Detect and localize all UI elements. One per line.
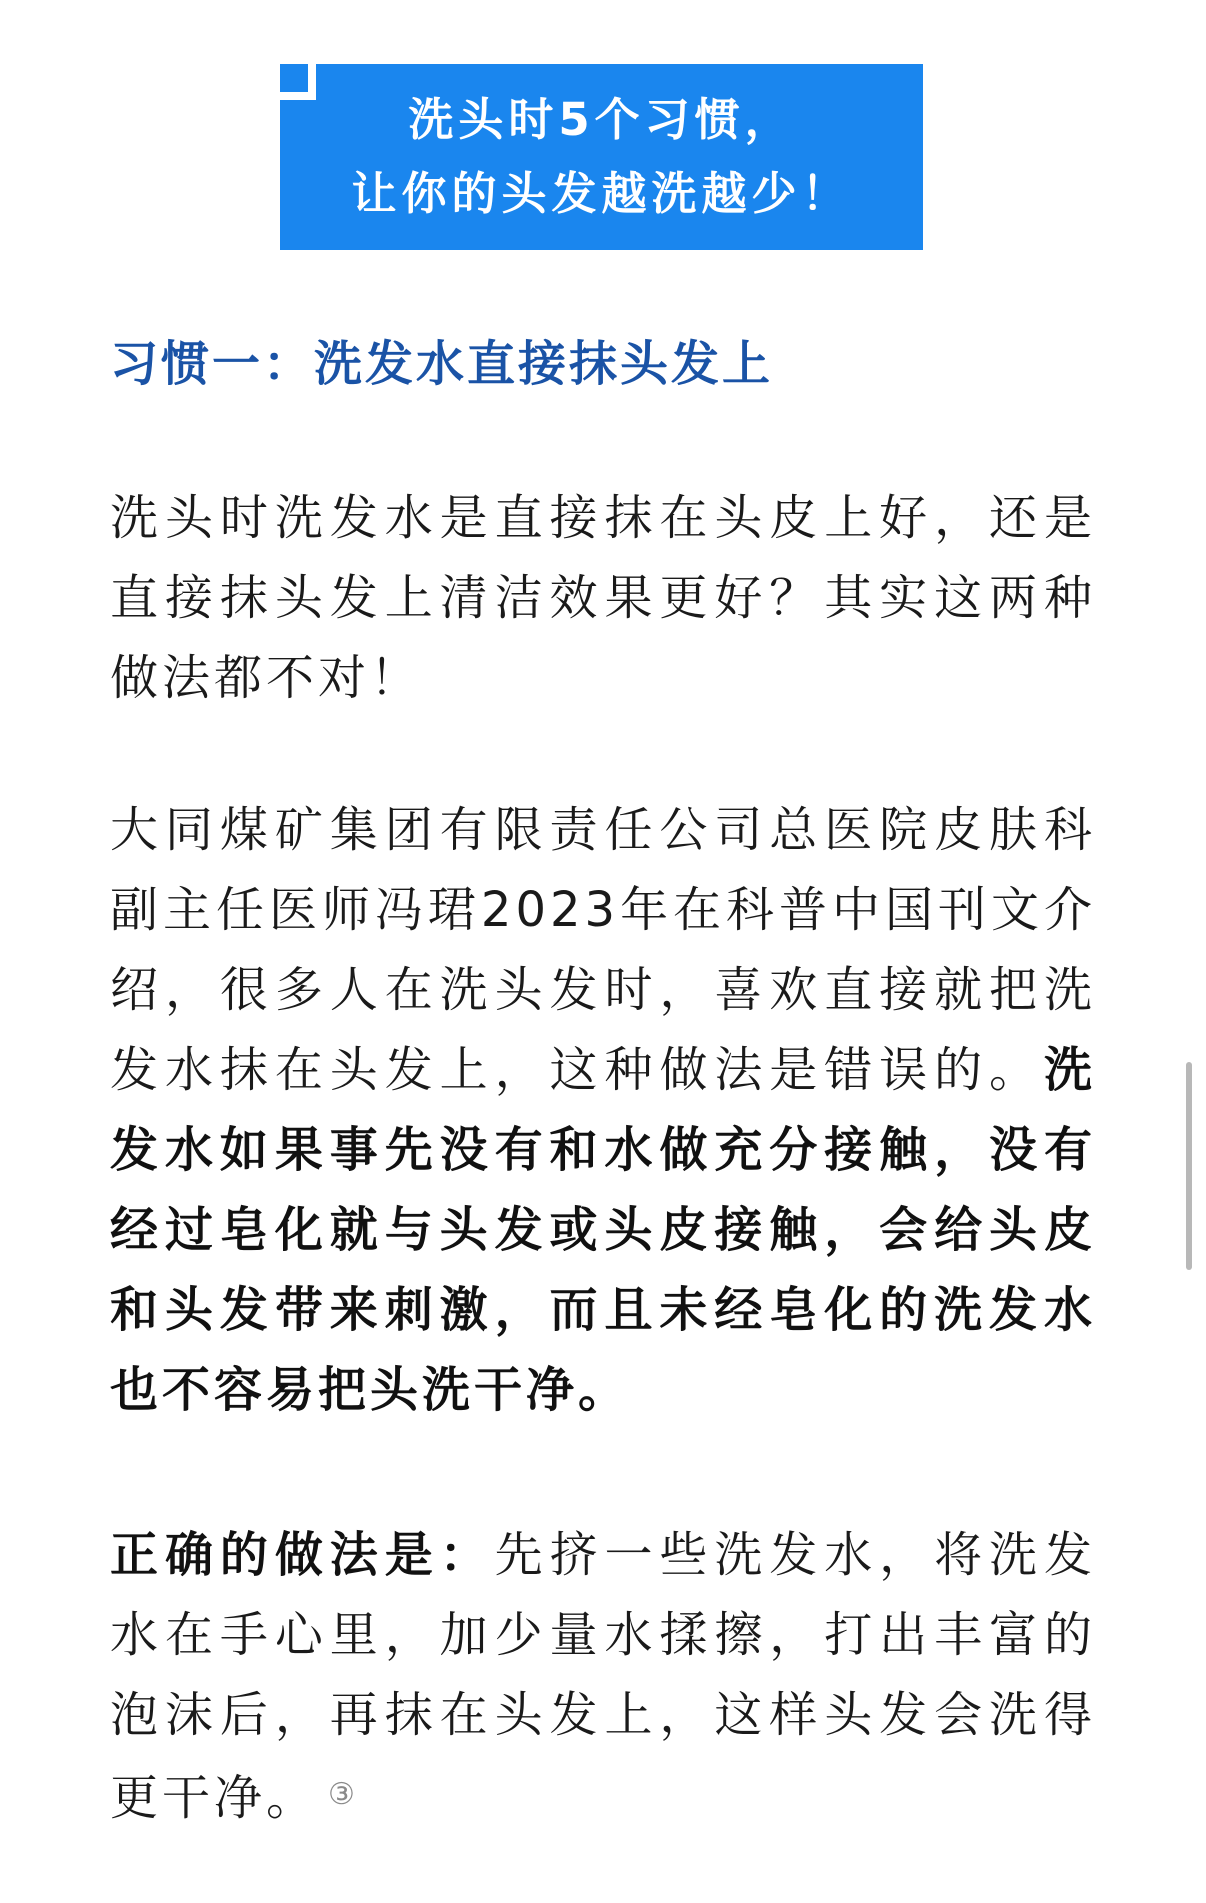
correct-method-text: 先挤一些洗发水，将洗发水在手心里，加少量水揉擦，打出丰富的泡沫后，再抹在头发上，这样头发会洗得更干净。 [110,1527,1096,1826]
paragraph-intro [110,478,1096,718]
citation-marker[interactable]: ③ [328,1777,355,1812]
paragraph-correct-method [110,1515,1096,1838]
banner-title-line-2: 让你的头发越洗越少！ [351,167,852,220]
paragraph-expert-text: 大同煤矿集团有限责任公司总医院皮肤科副主任医师冯珺2023年在科普中国刊文介绍，很多人在洗头发时，喜欢直接就把洗发水抹在头发上，这种做法是错误的。 [110,802,1096,1098]
paragraph-expert-emphasis: 洗发水如果事先没有和水做充分接触，没有经过皂化就与头发或头皮接触，会给头皮和头发带来刺激，而且未经皂化的洗发水也不容易把头洗干净。 [110,1042,1096,1418]
paragraph-intro-text: 洗头时洗发水是直接抹在头皮上好，还是直接抹头发上清洁效果更好？其实这两种做法都不对！ [110,490,1096,706]
scrollbar[interactable] [1186,1062,1192,1270]
banner-title-line-1: 洗头时5个习惯， [408,93,795,146]
paragraph-expert [110,790,1096,1430]
section-heading: 习惯一：洗发水直接抹头发上 [110,336,774,392]
title-banner [280,64,923,250]
banner-corner-decoration [280,64,316,100]
correct-method-label: 正确的做法是： [110,1527,495,1583]
